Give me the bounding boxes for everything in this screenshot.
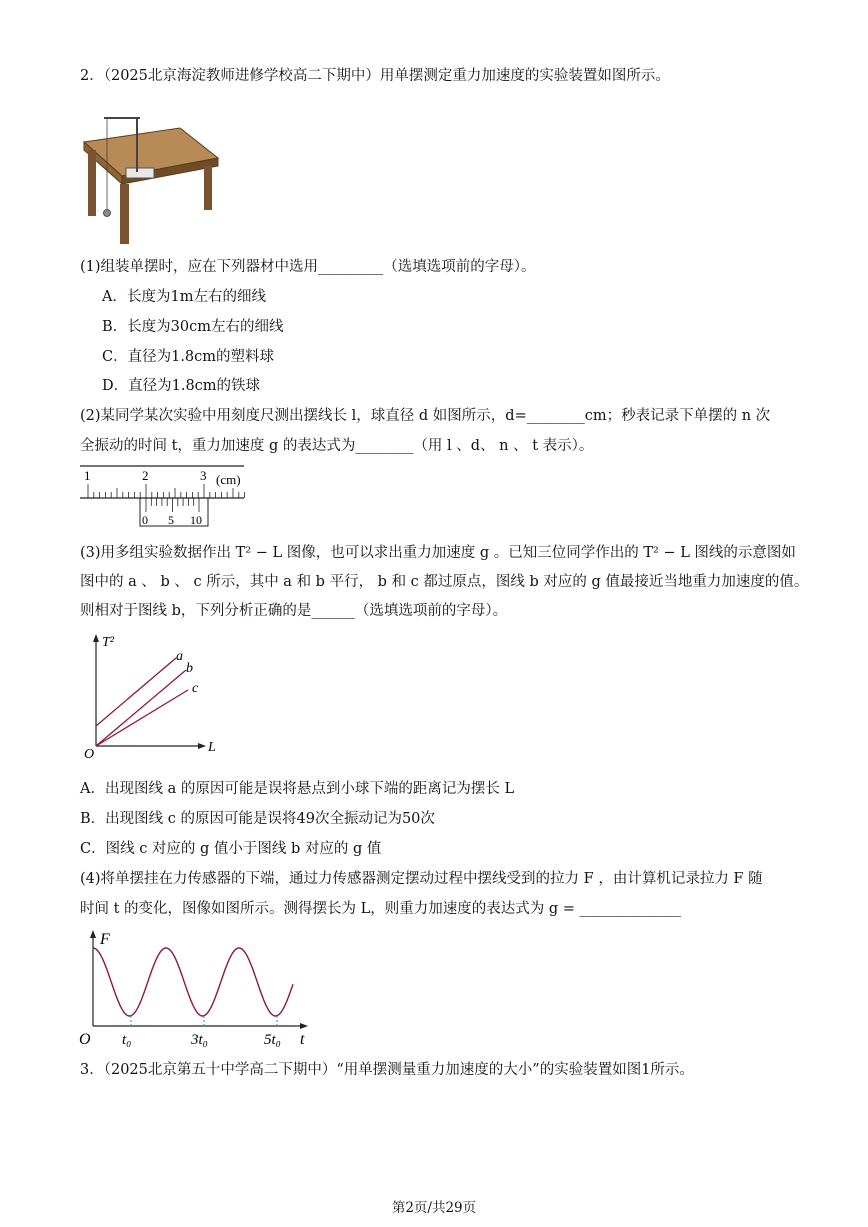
option-b: B．长度为30cm左右的细线 — [102, 319, 284, 335]
caliper-vernier-label-5: 5 — [168, 513, 174, 527]
q2-part2-line2: 全振动的时间 t，重力加速度 g 的表达式为________（用 l 、d、 n 、 t 表示）。 — [80, 438, 594, 454]
option-d: D．直径为1.8cm的铁球 — [102, 378, 261, 394]
caliper-vernier-label-10: 10 — [190, 513, 202, 527]
graph2-ylabel: F — [100, 931, 110, 948]
pendulum-apparatus-illustration — [80, 110, 222, 246]
q2-part3-option-a: A．出现图线 a 的原因可能是误将悬点到小球下端的距离记为摆长 L — [80, 781, 515, 797]
force-curve — [93, 948, 293, 1016]
graph-line-b — [96, 670, 186, 746]
q2-part3-line1: (3)用多组实验数据作出 T² − L 图像，也可以求出重力加速度 g 。已知三位同学作出的 T² − L 图线的示意图如 — [80, 545, 796, 561]
caliper-unit: (cm) — [216, 472, 241, 487]
q2-part1: (1)组装单摆时，应在下列器材中选用_________（选填选项前的字母）。 — [80, 259, 536, 275]
graph2-tick-5t0: 5t₀ — [264, 1032, 281, 1048]
graph1-origin: O — [84, 747, 95, 760]
caliper-main-label-2: 2 — [142, 468, 149, 483]
graph1-label-b: b — [186, 661, 193, 676]
vernier-caliper-figure — [78, 464, 250, 530]
graph2-tick-t0: t₀ — [122, 1032, 132, 1048]
caliper-vernier-label-0: 0 — [142, 513, 148, 527]
graph2-tick-3t0: 3t₀ — [191, 1032, 208, 1048]
t2-l-graph — [82, 630, 232, 760]
graph2-xlabel: t — [300, 1031, 305, 1048]
caliper-main-label-3: 3 — [200, 468, 207, 483]
f-t-graph — [76, 926, 316, 1050]
q2-part4-line1: (4)将单摆挂在力传感器的下端，通过力传感器测定摆动过程中摆线受到的拉力 F ，由计算机记录拉力 F 随 — [80, 871, 763, 887]
q2-part3-line3: 则相对于图线 b，下列分析正确的是______（选填选项前的字母）。 — [80, 603, 508, 619]
graph2-origin: O — [79, 1031, 91, 1048]
q2-part3-line2: 图中的 a 、 b 、 c 所示，其中 a 和 b 平行， b 和 c 都过原点，图线 b 对应的 g 值最接近当地重力加速度的值。 — [80, 574, 809, 590]
graph1-label-a: a — [176, 649, 183, 664]
q2-part3-option-c: C．图线 c 对应的 g 值小于图线 b 对应的 g 值 — [80, 841, 382, 857]
graph1-xlabel: L — [208, 740, 216, 755]
option-a: A．长度为1m左右的细线 — [102, 289, 266, 305]
page-footer: 第2页/共29页 — [391, 1200, 477, 1216]
q3-header: 3．（2025北京第五十中学高二下期中）“用单摆测量重力加速度的大小”的实验装置如图1所示。 — [80, 1062, 694, 1078]
graph-line-a — [96, 658, 176, 726]
q2-header: 2．（2025北京海淀教师进修学校高二下期中）用单摆测定重力加速度的实验装置如图所示。 — [80, 68, 670, 84]
q2-part4-line2: 时间 t 的变化，图像如图所示。测得摆长为 L，则重力加速度的表达式为 g = ______________ — [80, 901, 682, 917]
graph1-label-c: c — [192, 681, 199, 696]
q2-part3-option-b: B．出现图线 c 的原因可能是误将49次全振动记为50次 — [80, 811, 435, 827]
option-c: C．直径为1.8cm的塑料球 — [102, 349, 275, 365]
graph1-ylabel: T² — [102, 635, 114, 650]
graph-line-c — [96, 690, 188, 746]
q2-part2-line1: (2)某同学某次实验中用刻度尺测出摆线长 l，球直径 d 如图所示，d=________cm；秒表记录下单摆的 n 次 — [80, 408, 771, 424]
caliper-main-label-1: 1 — [84, 468, 91, 483]
